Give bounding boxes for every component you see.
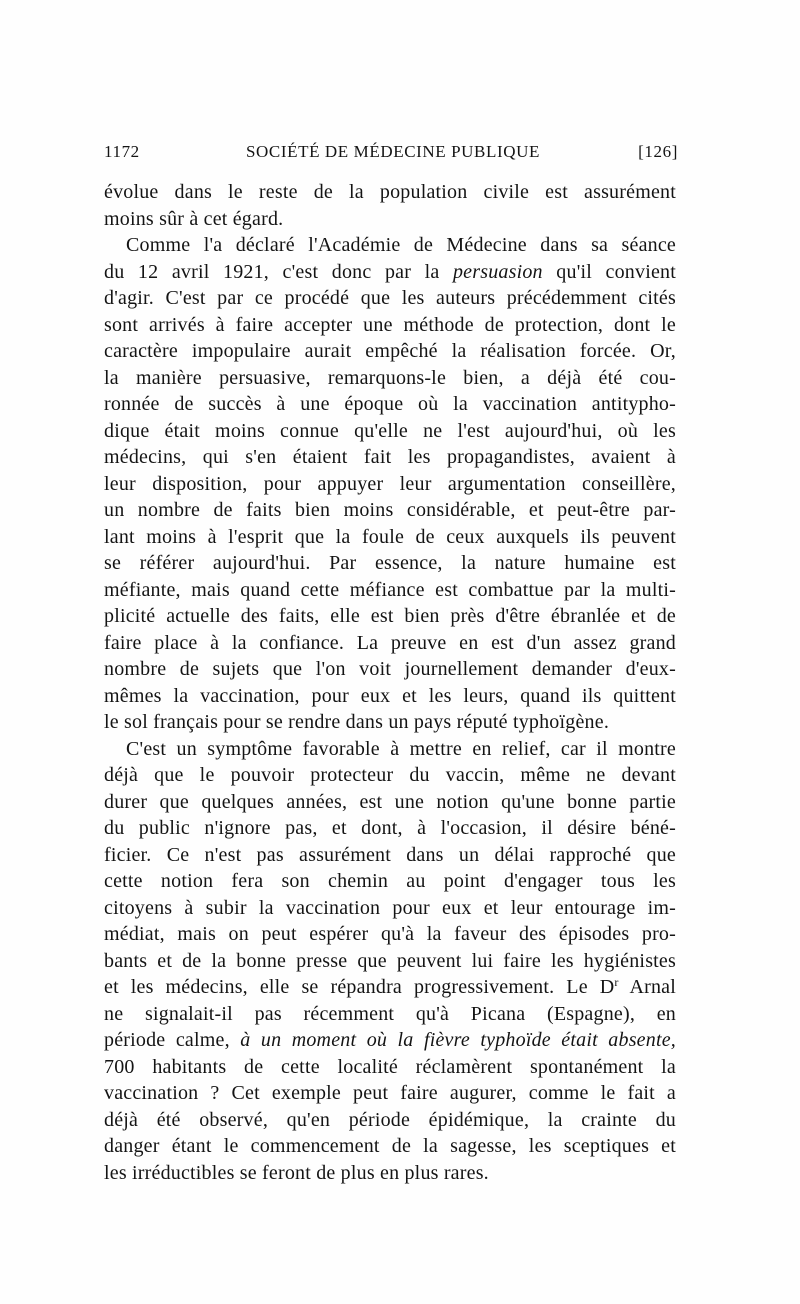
text-line: bants et de la bonne presse que peuvent lui faire les hygiénistes <box>104 949 676 972</box>
text-line: déjà que le pouvoir protecteur du vaccin, même ne devant <box>104 764 676 786</box>
issue-number: [126] <box>638 142 678 161</box>
text-line: méfiante, mais quand cette méfiance est combattue par la multi- <box>104 578 676 601</box>
text-line: évolue dans le reste de la population civile est assurément <box>104 181 676 203</box>
text-line: la manière persuasive, remarquons-le bien, a déjà été cou- <box>104 366 676 389</box>
text-line: 700 habitants de cette localité réclamèrent spontanément la <box>104 1055 676 1078</box>
text-line: médiat, mais on peut espérer qu'à la faveur des épisodes pro- <box>104 923 676 945</box>
text-line: durer que quelques années, est une notion qu'une bonne partie <box>104 790 676 813</box>
text-fragment: et les médecins, elle se répandra progressivement. Le D <box>104 976 615 998</box>
text-fragment: qu'il convient <box>556 260 677 283</box>
text-line <box>104 259 676 286</box>
text-line: faire place à la confiance. La preuve en est d'un assez grand <box>104 631 676 654</box>
text-line: sont arrivés à faire accepter une méthode de protection, dont le <box>104 313 676 336</box>
text-line: du public n'ignore pas, et dont, à l'occasion, il désire béné- <box>104 817 676 839</box>
text-line <box>104 974 676 1001</box>
page-number: 1172 <box>104 142 140 161</box>
text-line: médecins, qui s'en étaient fait les propagandistes, avaient à <box>104 446 676 468</box>
text-line: mêmes la vaccination, pour eux et les leurs, quand ils quittent <box>104 684 676 707</box>
text-line: dique était moins connue qu'elle ne l'est aujourd'hui, où les <box>104 419 676 442</box>
text-line <box>104 1027 676 1054</box>
text-line: un nombre de faits bien moins considérable, et peut-être par- <box>104 499 676 521</box>
text-line: les irréductibles se feront de plus en plus rares. <box>104 1161 489 1184</box>
text-line: plicité actuelle des faits, elle est bien près d'être ébranlée et de <box>104 605 676 627</box>
text-line: ne signalait-il pas récemment qu'à Picana (Espagne), en <box>104 1002 676 1025</box>
text-line: caractère impopulaire aurait empêché la réalisation forcée. Or, <box>104 340 676 362</box>
running-header <box>104 142 678 168</box>
text-line: d'agir. C'est par ce procédé que les auteurs précédemment cités <box>104 287 676 309</box>
body-text <box>104 179 676 1186</box>
text-line: leur disposition, pour appuyer leur argumentation conseillère, <box>104 472 676 495</box>
text-line: nombre de sujets que l'on voit journellement demander d'eux- <box>104 658 676 680</box>
text-line: vaccination ? Cet exemple peut faire augurer, comme le fait a <box>104 1082 676 1104</box>
running-title: SOCIÉTÉ DE MÉDECINE PUBLIQUE <box>246 142 540 161</box>
text-line: déjà été observé, qu'en période épidémique, la crainte du <box>104 1108 676 1131</box>
text-line: danger étant le commencement de la sagesse, les sceptiques et <box>104 1135 676 1157</box>
text-line: citoyens à subir la vaccination pour eux et leur entourage im- <box>104 896 676 919</box>
text-line: lant moins à l'esprit que la foule de ceux auxquels ils peuvent <box>104 525 676 548</box>
text-line: se référer aujourd'hui. Par essence, la nature humaine est <box>104 552 676 574</box>
text-fragment: Arnal <box>629 976 676 998</box>
emphasized-text: persuasion <box>452 260 543 283</box>
text-fragment: du 12 avril 1921, c'est donc par la <box>104 260 440 283</box>
text-line: ronnée de succès à une époque où la vaccination antitypho- <box>104 393 676 415</box>
text-line: ficier. Ce n'est pas assurément dans un délai rapproché que <box>104 843 676 866</box>
emphasized-text: à un moment où la fièvre typhoïde était absente, <box>240 1029 676 1051</box>
superscript: r <box>614 975 619 989</box>
paragraph-start-line: Comme l'a déclaré l'Académie de Médecine dans sa séance <box>126 234 676 256</box>
text-line: moins sûr à cet égard. <box>104 207 284 230</box>
paragraph-start-line: C'est un symptôme favorable à mettre en relief, car il montre <box>126 737 676 760</box>
text-line: le sol français pour se rendre dans un pays réputé typhoïgène. <box>104 711 610 733</box>
text-fragment: période calme, <box>104 1029 230 1051</box>
text-line: cette notion fera son chemin au point d'engager tous les <box>104 870 676 892</box>
